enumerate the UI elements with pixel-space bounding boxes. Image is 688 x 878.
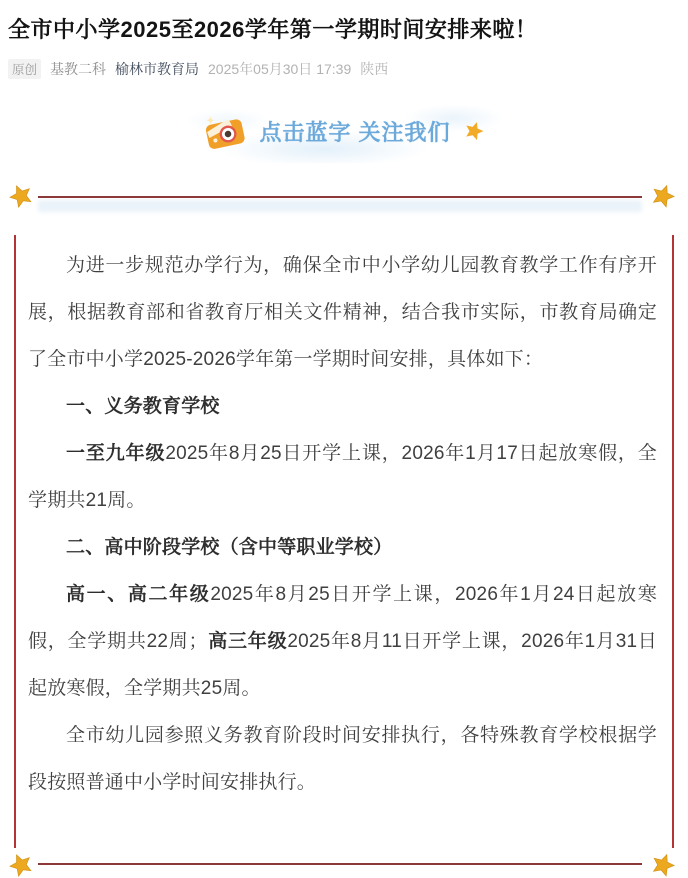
hs-grade12-bold: 高一、高二年级: [66, 584, 211, 605]
original-badge: 原创: [8, 59, 41, 79]
gold-star-icon: [8, 852, 34, 878]
follow-banner-text: 点击蓝字 关注我们: [259, 119, 451, 145]
publish-datetime: 2025年05月30日 17:39: [208, 61, 352, 77]
hs-grade3-text: 2025年8月11日开学上课，2026年1月31日起放寒假，全学期共25周。: [28, 631, 657, 699]
article-content: [14, 235, 674, 848]
publish-location: 陕西: [360, 61, 389, 77]
paragraph-highschool-schedule: [28, 571, 657, 712]
paragraph-intro: 为进一步规范办学行为，确保全市中小学幼儿园教育教学工作有序开展，根据教育部和省教育厅相关文件精神，结合我市实际，市教育局确定了全市中小学2025-2026学年第一学期时间安排，具体如下：: [28, 255, 657, 370]
gold-star-icon: [650, 183, 676, 209]
article-meta: [8, 59, 678, 79]
hs-grade12-text: 2025年8月25日开学上课，2026年1月24日起放寒假，全学期共22周；: [28, 584, 657, 652]
divider-glow: [38, 200, 642, 212]
grade-range-bold: 一至九年级: [66, 443, 166, 464]
paragraph-compulsory-schedule: [28, 430, 657, 524]
paragraph-kindergarten-special: 全市幼儿园参照义务教育阶段时间安排执行，各特殊教育学校根据学段按照普通中小学时间安排执行。: [28, 725, 657, 793]
gold-star-icon: [650, 852, 676, 878]
article-title: 全市中小学2025至2026学年第一学期时间安排来啦！: [8, 17, 538, 42]
hs-grade3-bold: 高三年级: [207, 631, 288, 652]
sparkle-star-icon: [463, 120, 485, 142]
section-heading-highschool: 二、高中阶段学校（含中等职业学校）: [66, 537, 393, 558]
follow-banner[interactable]: [0, 99, 688, 163]
section-heading-compulsory: 一、义务教育学校: [66, 396, 220, 417]
grade-range-text: 2025年8月25日开学上课，2026年1月17日起放寒假，全学期共21周。: [28, 443, 657, 511]
article-header: [0, 0, 688, 79]
author-name: 基教二科: [50, 61, 107, 77]
camera-icon: [203, 111, 247, 151]
gold-star-icon: [8, 183, 34, 209]
divider-line: [38, 196, 642, 198]
account-name-link[interactable]: 榆林市教育局: [115, 61, 200, 77]
top-divider: [0, 179, 688, 217]
bottom-divider: [0, 848, 688, 876]
divider-line: [38, 863, 642, 865]
